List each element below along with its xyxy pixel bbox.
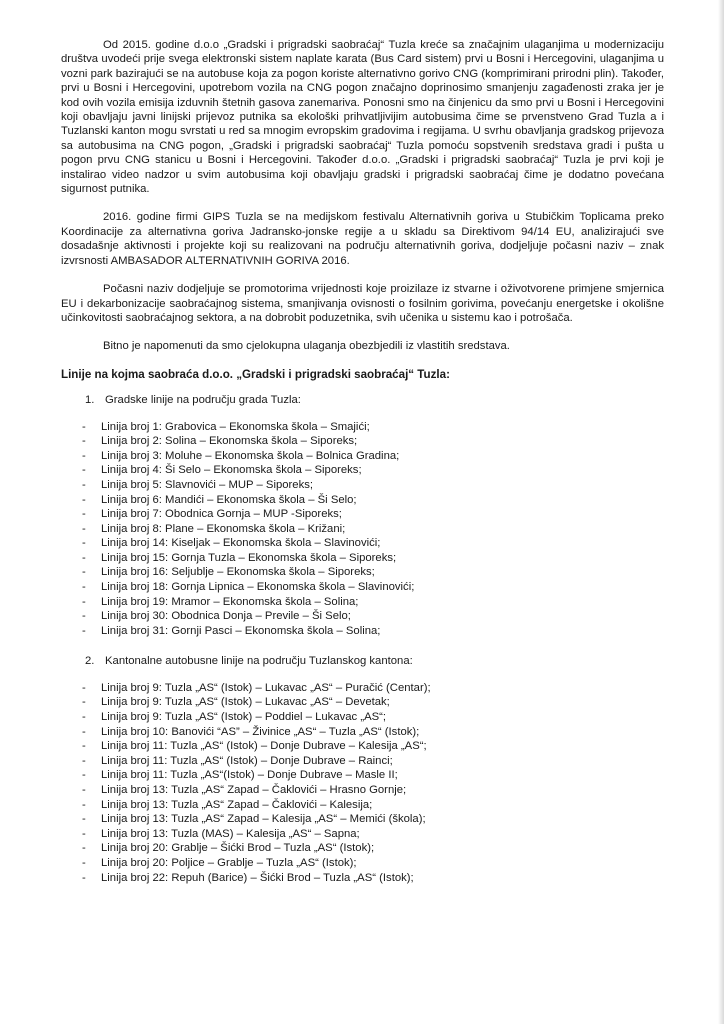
list-dash: - — [82, 610, 86, 623]
list-item — [82, 449, 664, 464]
line-text: Linija broj 16: Seljublje – Ekonomska škola – Siporeks; — [101, 566, 375, 579]
lines-heading: Linije na kojma saobraća d.o.o. „Gradski i prigradski saobraćaj“ Tuzla: — [61, 367, 450, 381]
list-item — [82, 768, 664, 783]
list-dash: - — [82, 842, 86, 855]
line-text: Linija broj 13: Tuzla (MAS) – Kalesija „AS“ – Sapna; — [101, 827, 360, 840]
list-item — [82, 536, 664, 551]
list-dash: - — [82, 537, 86, 550]
list-item — [82, 595, 664, 610]
line-text: Linija broj 11: Tuzla „AS“ (Istok) – Donje Dubrave – Rainci; — [101, 754, 393, 767]
list-item — [82, 624, 664, 639]
list-item — [82, 827, 664, 842]
list-dash: - — [82, 566, 86, 579]
list-dash: - — [82, 798, 86, 811]
list-dash: - — [82, 508, 86, 521]
list-dash: - — [82, 464, 86, 477]
list-item — [82, 420, 664, 435]
list-item — [82, 754, 664, 769]
line-text: Linija broj 2: Solina – Ekonomska škola – Siporeks; — [101, 435, 358, 448]
section-title-text: Gradske linije na području grada Tuzla: — [105, 394, 301, 407]
line-text: Linija broj 22: Repuh (Barice) – Šićki Brod – Tuzla „AS“ (Istok); — [101, 871, 414, 884]
line-text: Linija broj 11: Tuzla „AS“(Istok) – Donje Dubrave – Masle II; — [101, 769, 398, 782]
list-item — [82, 739, 664, 754]
line-text: Linija broj 7: Obodnica Gornja – MUP -Siporeks; — [101, 508, 342, 521]
paragraph-intro: Od 2015. godine d.o.o „Gradski i prigradski saobraćaj“ Tuzla kreće sa značajnim ulaganjima u modernizaciju društva uvodeći prije svega elektronski sistem naplate karata (Bus Card sistem) prvi u Bosni i Hercegovini, ulaganjima u vozni park bazirajući se na autobuse koja za pogon koriste alternativno gorivo CNG (komprimirani prirodni plin). Također, prvi u Bosni i Hercegovini, upotrebom vozila na CNG pogon značajno doprinosimo smanjenju zagađenosti zraka jer je kod ovih vozila emisija izduvnih štetnih gasova zanemariva. Ponosni smo na činjenicu da smo prvi u Bosni i Hercegovini koji obavljaju javni linijski prijevoz putnika sa ekološki prihvatljivijim autobusima čime se prvenstveno Grad Tuzla a i Tuzlanski kanton mogu svrstati u red sa mnogim evropskim gradovima i regijama. U svrhu obavljanja gradskog prijevoza sa autobusima na CNG pogon, „Gradski i prigradski saobraćaj“ Tuzla pomoću sopstvenih sredstava gradi i pušta u pogon prvu CNG stanicu u Bosni i Hercegovini. Također d.o.o. „Gradski i prigradski saobraćaj“ Tuzla je prvi koji je instalirao video nadzor u svim autobusima koji obavljaju gradski i prigradski saobraćaj čime je dodatno povećana sigurnost putnika. — [61, 39, 664, 196]
list-item — [82, 580, 664, 595]
line-text: Linija broj 5: Slavnovići – MUP – Siporeks; — [101, 478, 314, 491]
line-text: Linija broj 20: Poljice – Grablje – Tuzla „AS“ (Istok); — [101, 856, 357, 869]
section-title-cantonal-lines — [61, 654, 664, 668]
section-title-text: Kantonalne autobusne linije na području Tuzlanskog kantona: — [105, 655, 413, 668]
list-dash: - — [82, 784, 86, 796]
list-item — [82, 681, 664, 696]
list-dash: - — [82, 769, 86, 782]
list-dash: - — [82, 581, 86, 594]
list-item — [82, 871, 664, 886]
list-item — [82, 695, 664, 710]
line-text: Linija broj 13: Tuzla „AS“ Zapad – Kalesija „AS“ – Memići (škola); — [101, 813, 426, 826]
list-dash: - — [82, 696, 86, 709]
list-item — [82, 841, 664, 856]
section-number: 1. — [85, 394, 95, 407]
list-item — [82, 798, 664, 813]
line-text: Linija broj 6: Mandići – Ekonomska škola – Ši Selo; — [101, 493, 357, 506]
section-number: 2. — [85, 655, 95, 668]
section-title-city-lines — [61, 393, 664, 407]
line-text: Linija broj 13: Tuzla „AS“ Zapad – Čaklovići – Hrasno Gornje; — [101, 784, 407, 796]
list-dash: - — [82, 478, 86, 491]
list-dash: - — [82, 871, 86, 884]
line-text: Linija broj 18: Gornja Lipnica – Ekonomska škola – Slavinovići; — [101, 581, 415, 594]
line-text: Linija broj 9: Tuzla „AS“ (Istok) – Lukavac „AS“ – Devetak; — [101, 696, 390, 709]
line-text: Linija broj 4: Ši Selo – Ekonomska škola – Siporeks; — [101, 464, 362, 477]
paragraph-award-description: Počasni naziv dodjeljuje se promotorima vrijednosti koje proizilaze iz stvarne i oživotvorene primjene smjernica EU i dekarbonizacije saobraćajnog sistema, smanjivanja ovisnosti o fosilnim gorivima, povećanju energetske i okolišne učinkovitosti saobraćajnog sektora, a na dobrobit poduzetnika, svih učenika u sistemu kao i potrošača. — [61, 283, 664, 324]
list-dash: - — [82, 435, 86, 448]
list-dash: - — [82, 813, 86, 826]
line-text: Linija broj 8: Plane – Ekonomska škola – Križani; — [101, 522, 346, 535]
list-dash: - — [82, 551, 86, 564]
line-text: Linija broj 9: Tuzla „AS“ (Istok) – Lukavac „AS“ – Puračić (Centar); — [101, 681, 431, 694]
paragraph-award: 2016. godine firmi GIPS Tuzla se na medijskom festivalu Alternativnih goriva u Stubičkim Toplicama preko Koordinacije za alternativna goriva Jadransko-jonske regije a u skladu sa Direktivom 94/14 EU, analizirajući sve dosadašnje aktivnosti i projekte koji su realizovani na području alternativnih goriva, dodjeljuje počasni naziv – znak izvrsnosti AMBASADOR ALTERNATIVNIH GORIVA 2016. — [61, 211, 664, 267]
list-dash: - — [82, 681, 86, 694]
list-item — [82, 463, 664, 478]
cantonal-lines-list — [61, 681, 664, 885]
list-dash: - — [82, 493, 86, 506]
list-dash: - — [82, 449, 86, 462]
list-dash: - — [82, 754, 86, 767]
line-text: Linija broj 3: Moluhe – Ekonomska škola – Bolnica Gradina; — [101, 449, 400, 462]
city-lines-list — [61, 420, 664, 639]
line-text: Linija broj 14: Kiseljak – Ekonomska škola – Slavinovići; — [101, 537, 381, 550]
list-item — [82, 710, 664, 725]
line-text: Linija broj 19: Mramor – Ekonomska škola – Solina; — [101, 595, 359, 608]
line-text: Linija broj 20: Grablje – Šićki Brod – Tuzla „AS“ (Istok); — [101, 842, 375, 855]
list-dash: - — [82, 827, 86, 840]
list-item — [82, 493, 664, 508]
list-dash: - — [82, 725, 86, 738]
list-dash: - — [82, 522, 86, 535]
list-item — [82, 812, 664, 827]
list-item — [82, 565, 664, 580]
list-dash: - — [82, 595, 86, 608]
list-item — [82, 522, 664, 537]
list-item — [82, 725, 664, 740]
list-item — [82, 609, 664, 624]
line-text: Linija broj 15: Gornja Tuzla – Ekonomska škola – Siporeks; — [101, 551, 397, 564]
line-text: Linija broj 31: Gornji Pasci – Ekonomska škola – Solina; — [101, 624, 381, 637]
list-item — [82, 507, 664, 522]
list-dash: - — [82, 856, 86, 869]
list-item — [82, 856, 664, 871]
line-text: Linija broj 10: Banovići “AS” – Živinice „AS“ – Tuzla „AS“ (Istok); — [101, 725, 420, 738]
line-text: Linija broj 9: Tuzla „AS“ (Istok) – Poddiel – Lukavac „AS“; — [101, 711, 387, 724]
list-item — [82, 434, 664, 449]
list-dash: - — [82, 711, 86, 724]
list-dash: - — [82, 624, 86, 637]
list-item — [82, 783, 664, 798]
list-dash: - — [82, 420, 86, 433]
line-text: Linija broj 30: Obodnica Donja – Previle – Ši Selo; — [101, 610, 351, 623]
line-text: Linija broj 11: Tuzla „AS“ (Istok) – Donje Dubrave – Kalesija „AS“; — [101, 740, 427, 753]
list-dash: - — [82, 740, 86, 753]
paragraph-funding: Bitno je napomenuti da smo cjelokupna ulaganja obezbjedili iz vlastitih sredstava. — [103, 340, 510, 353]
list-item — [82, 551, 664, 566]
line-text: Linija broj 13: Tuzla „AS“ Zapad – Čaklovići – Kalesija; — [101, 798, 373, 811]
list-item — [82, 478, 664, 493]
line-text: Linija broj 1: Grabovica – Ekonomska škola – Smajići; — [101, 420, 370, 433]
